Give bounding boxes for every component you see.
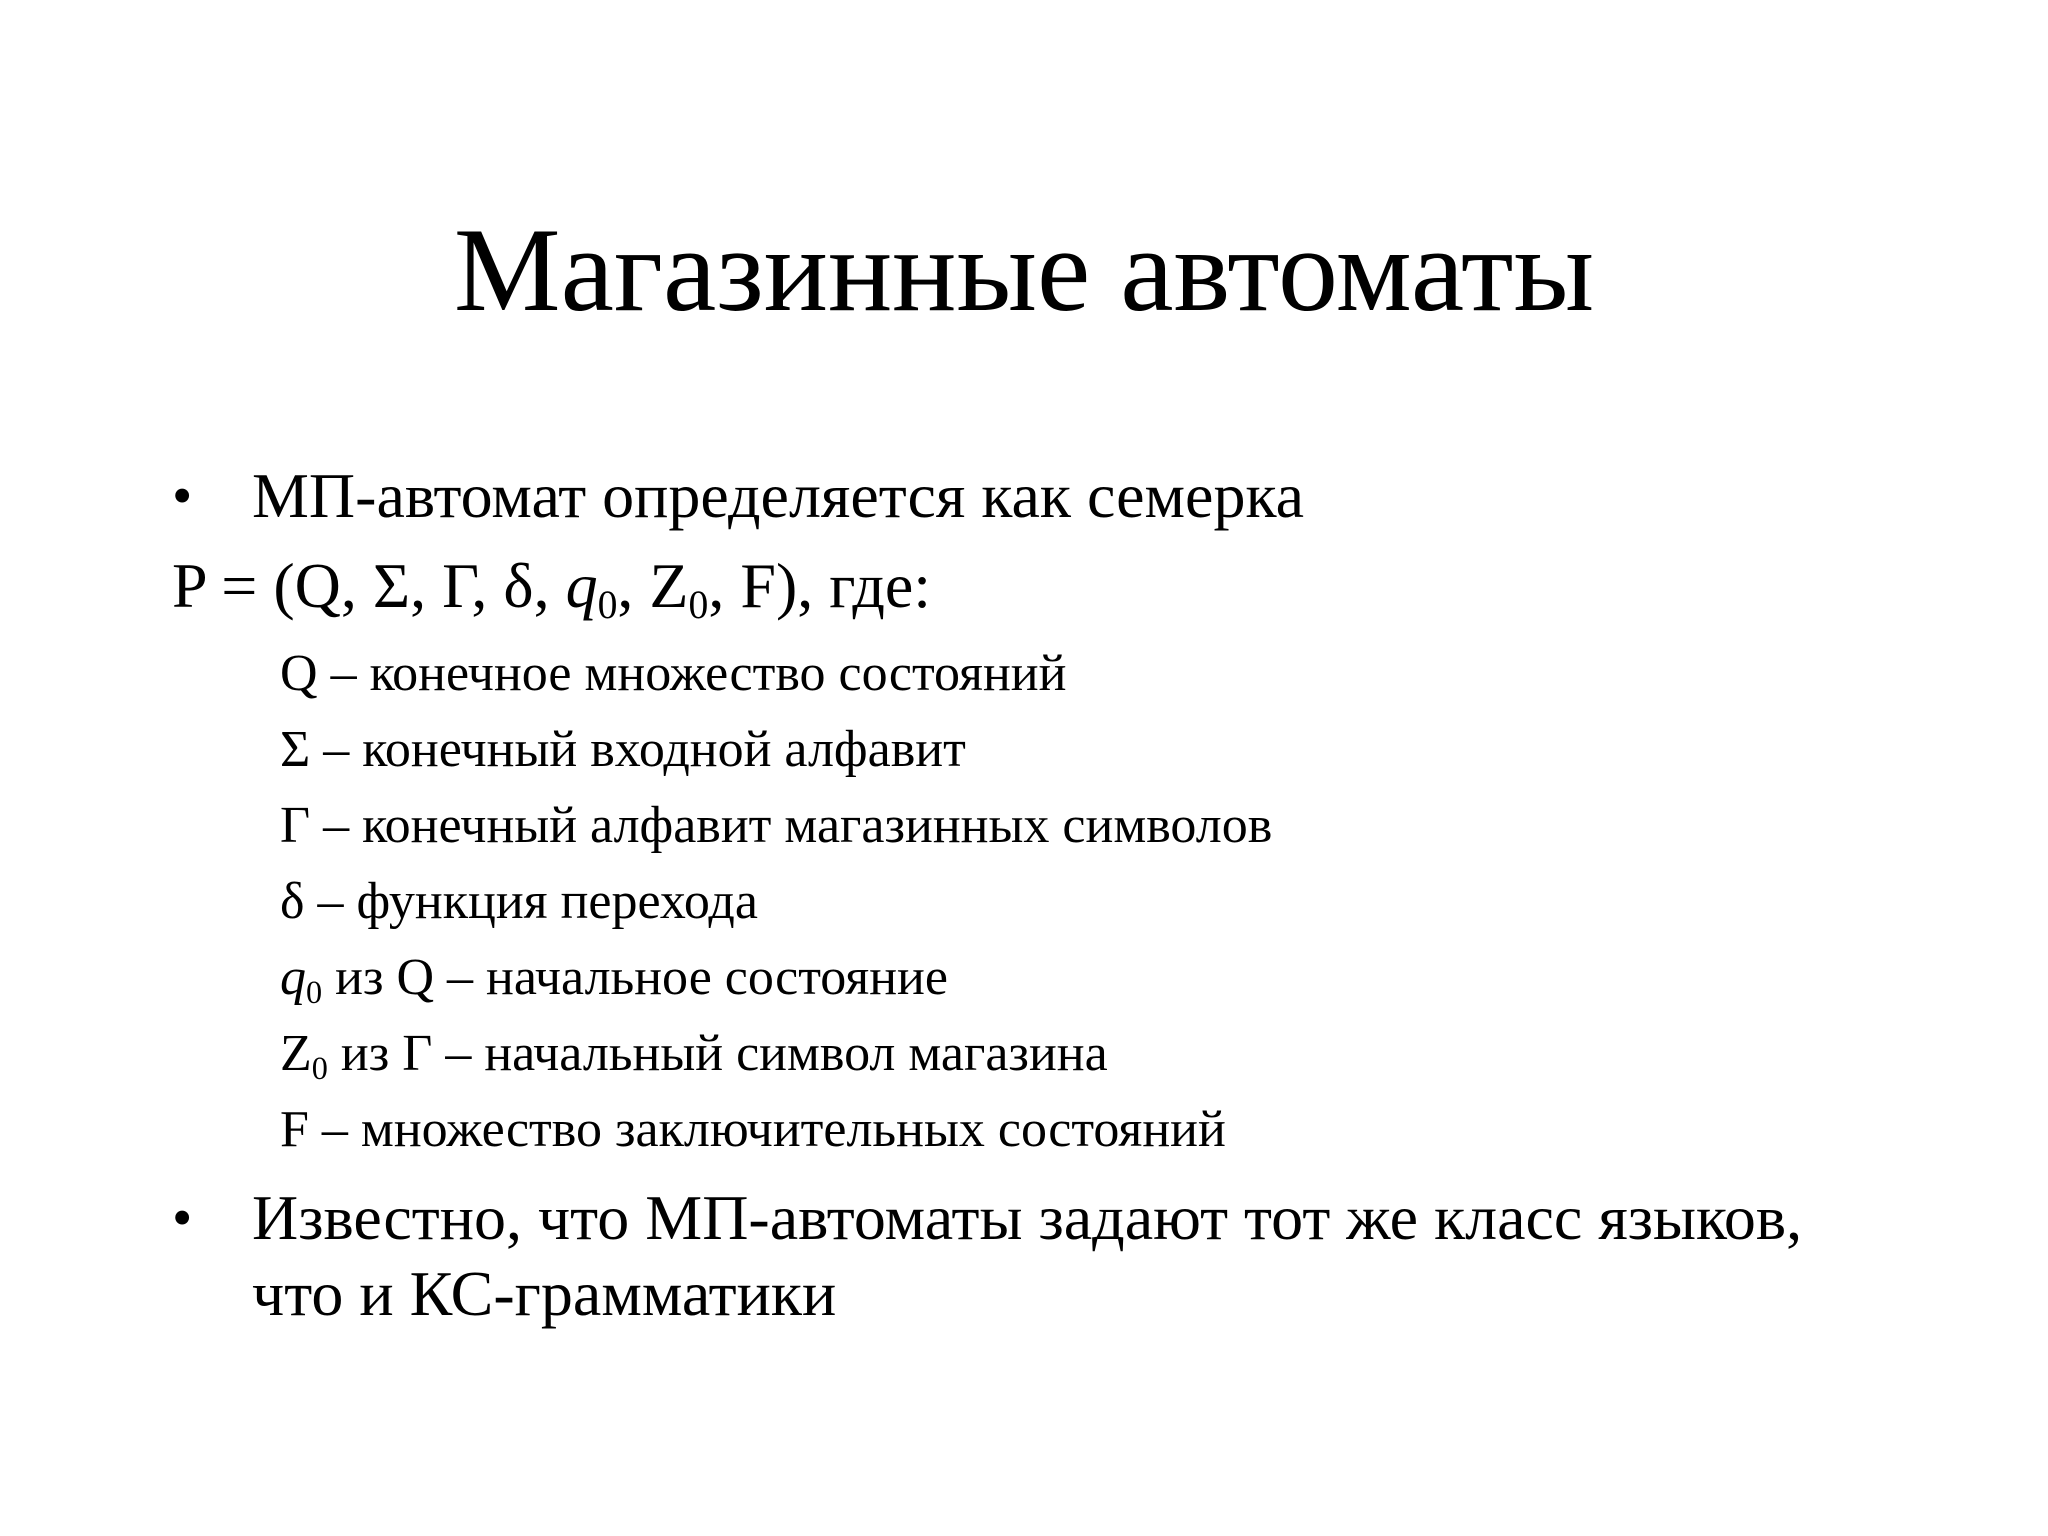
bullet-text-1: МП-автомат определяется как семерка	[252, 460, 1304, 531]
item-text: – функция перехода	[304, 873, 758, 930]
bullet-item-1	[172, 458, 1304, 534]
item-subscript: 0	[311, 1050, 328, 1087]
list-item	[280, 1092, 1272, 1168]
pda-definition	[172, 548, 932, 628]
item-symbol: Σ	[280, 721, 311, 778]
definition-z-subscript: 0	[688, 583, 709, 628]
item-text: – множество заключительных состояний	[308, 1101, 1226, 1158]
slide-title: Магазинные автоматы	[453, 203, 1595, 336]
list-item	[280, 788, 1272, 864]
item-symbol: Q	[280, 645, 318, 702]
item-symbol: F	[280, 1101, 309, 1158]
list-item	[280, 712, 1272, 788]
list-item	[280, 1016, 1272, 1092]
list-item	[280, 636, 1272, 712]
item-symbol: Z	[280, 1025, 312, 1082]
bullet-dot-icon: •	[172, 1185, 193, 1250]
list-item	[280, 940, 1272, 1016]
item-text: из Γ – начальный символ магазина	[327, 1025, 1108, 1082]
bullet-item-2	[172, 1180, 1852, 1332]
item-symbol: δ	[280, 873, 305, 930]
definition-mid: , Z	[617, 550, 689, 621]
definition-q-subscript: 0	[597, 583, 618, 628]
item-text: – конечный алфавит магазинных символов	[310, 797, 1273, 854]
item-symbol: q	[280, 949, 306, 1006]
bullet-text-2: Известно, что МП-автоматы задают тот же класс языков, что и КС-грамматики	[252, 1182, 1803, 1329]
item-text: из Q – начальное состояние	[322, 949, 948, 1006]
definition-end: , F), где:	[708, 550, 932, 621]
definition-start: P = (Q, Σ, Γ, δ,	[172, 550, 566, 621]
item-subscript: 0	[306, 974, 323, 1011]
item-text: – конечный входной алфавит	[310, 721, 966, 778]
definition-q: q	[565, 550, 598, 621]
component-list	[280, 636, 1272, 1168]
bullet-dot-icon: •	[172, 463, 193, 528]
item-text: – конечное множество состояний	[317, 645, 1067, 702]
item-symbol: Γ	[280, 797, 311, 854]
list-item	[280, 864, 1272, 940]
